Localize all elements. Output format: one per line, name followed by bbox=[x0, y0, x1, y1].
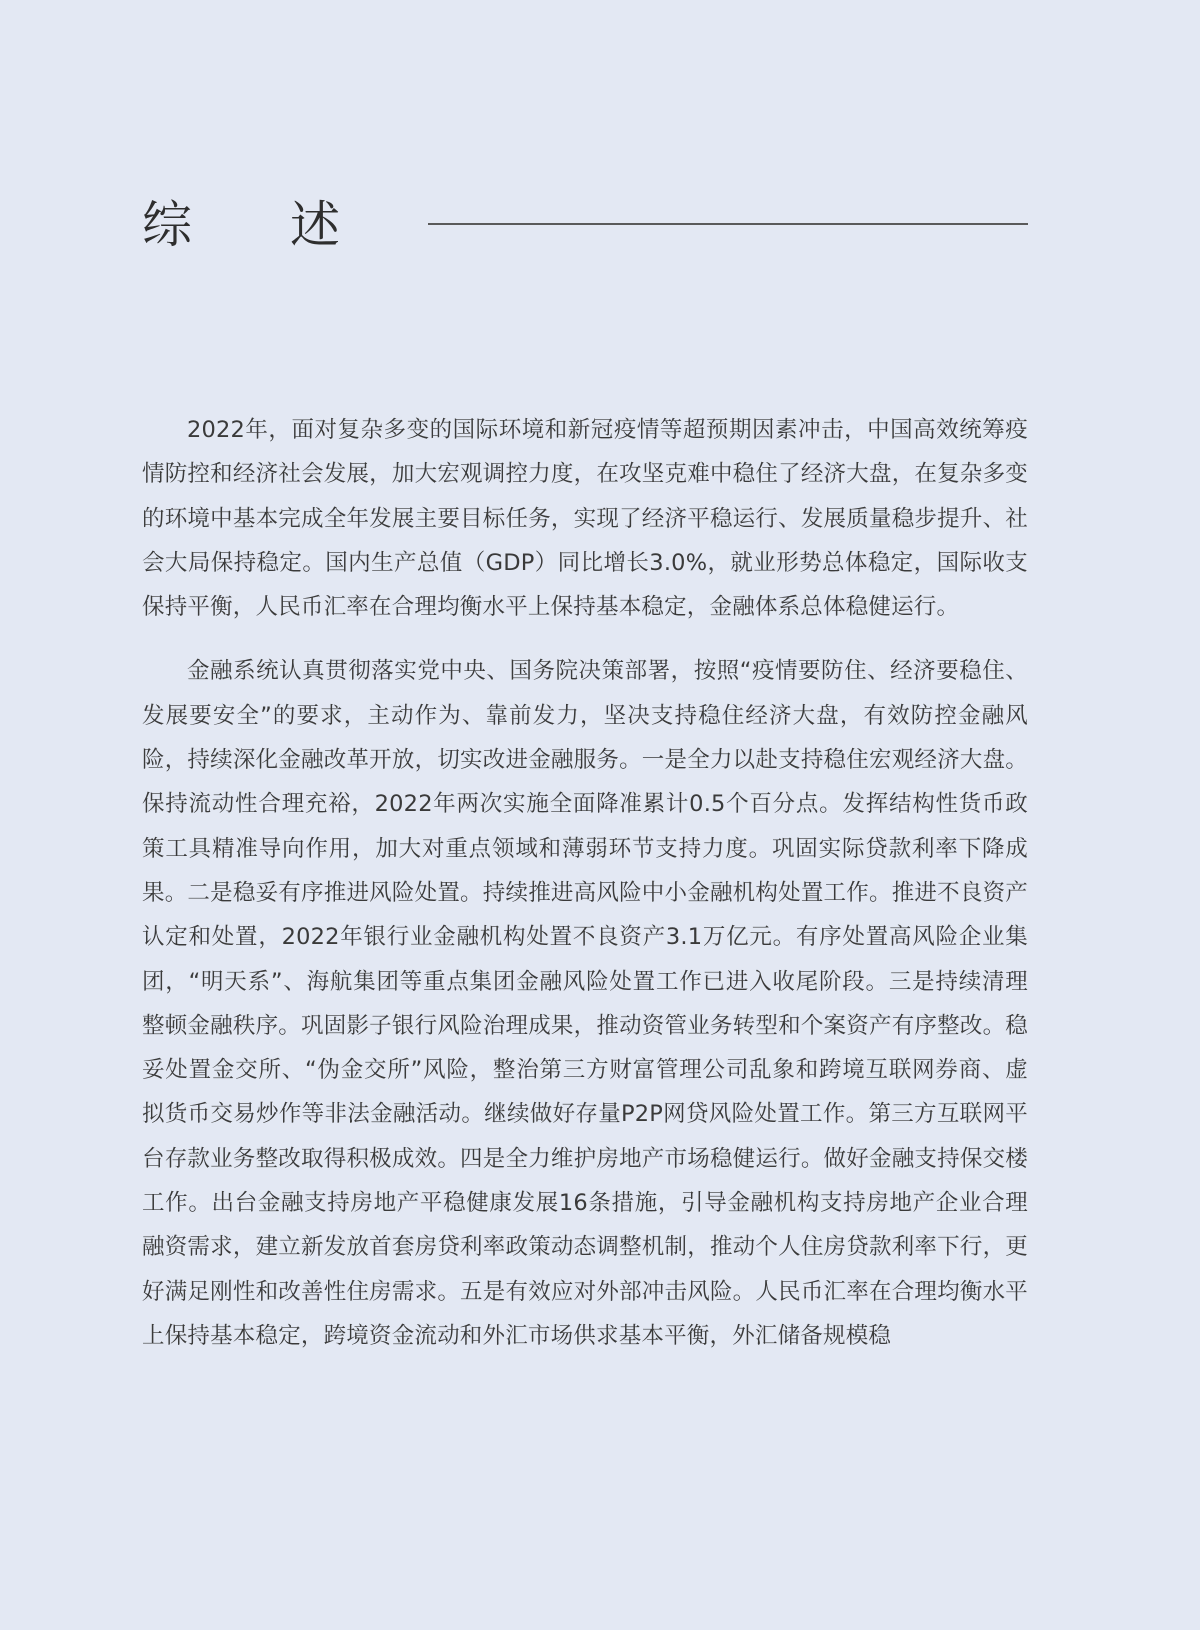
page-title bbox=[142, 196, 372, 254]
heading-divider bbox=[428, 223, 1028, 225]
paragraph-1: 2022年，面对复杂多变的国际环境和新冠疫情等超预期因素冲击，中国高效统筹疫情防控和经济社会发展，加大宏观调控力度，在攻坚克难中稳住了经济大盘，在复杂多变的环境中基本完成全年发展主要目标任务，实现了经济平稳运行、发展质量稳步提升、社会大局保持稳定。国内生产总值（GDP）同比增长3.0%，就业形势总体稳定，国际收支保持平衡，人民币汇率在合理均衡水平上保持基本稳定，金融体系总体稳健运行。 bbox=[142, 417, 1028, 621]
body-text bbox=[142, 408, 1028, 1378]
title-char-1: 综 bbox=[142, 196, 192, 254]
paragraph-2: 金融系统认真贯彻落实党中央、国务院决策部署，按照“疫情要防住、经济要稳住、发展要安全”的要求，主动作为、靠前发力，坚决支持稳住经济大盘，有效防控金融风险，持续深化金融改革开放，切实改进金融服务。一是全力以赴支持稳住宏观经济大盘。保持流动性合理充裕，2022年两次实施全面降准累计0.5个百分点。发挥结构性货币政策工具精准导向作用，加大对重点领域和薄弱环节支持力度。巩固实际贷款利率下降成果。二是稳妥有序推进风险处置。持续推进高风险中小金融机构处置工作。推进不良资产认定和处置，2022年银行业金融机构处置不良资产3.1万亿元。有序处置高风险企业集团，“明天系”、海航集团等重点集团金融风险处置工作已进入收尾阶段。三是持续清理整顿金融秩序。巩固影子银行风险治理成果，推动资管业务转型和个案资产有序整改。稳妥处置金交所、“伪金交所”风险，整治第三方财富管理公司乱象和跨境互联网券商、虚拟货币交易炒作等非法金融活动。继续做好存量P2P网贷风险处置工作。第三方互联网平台存款业务整改取得积极成效。四是全力维护房地产市场稳健运行。做好金融支持保交楼工作。出台金融支持房地产平稳健康发展16条措施，引导金融机构支持房地产企业合理融资需求，建立新发放首套房贷利率政策动态调整机制，推动个人住房贷款利率下行，更好满足刚性和改善性住房需求。五是有效应对外部冲击风险。人民币汇率在合理均衡水平上保持基本稳定，跨境资金流动和外汇市场供求基本平衡，外汇储备规模稳 bbox=[142, 658, 1028, 1349]
title-char-2: 述 bbox=[290, 196, 340, 254]
section-heading bbox=[142, 190, 1028, 260]
